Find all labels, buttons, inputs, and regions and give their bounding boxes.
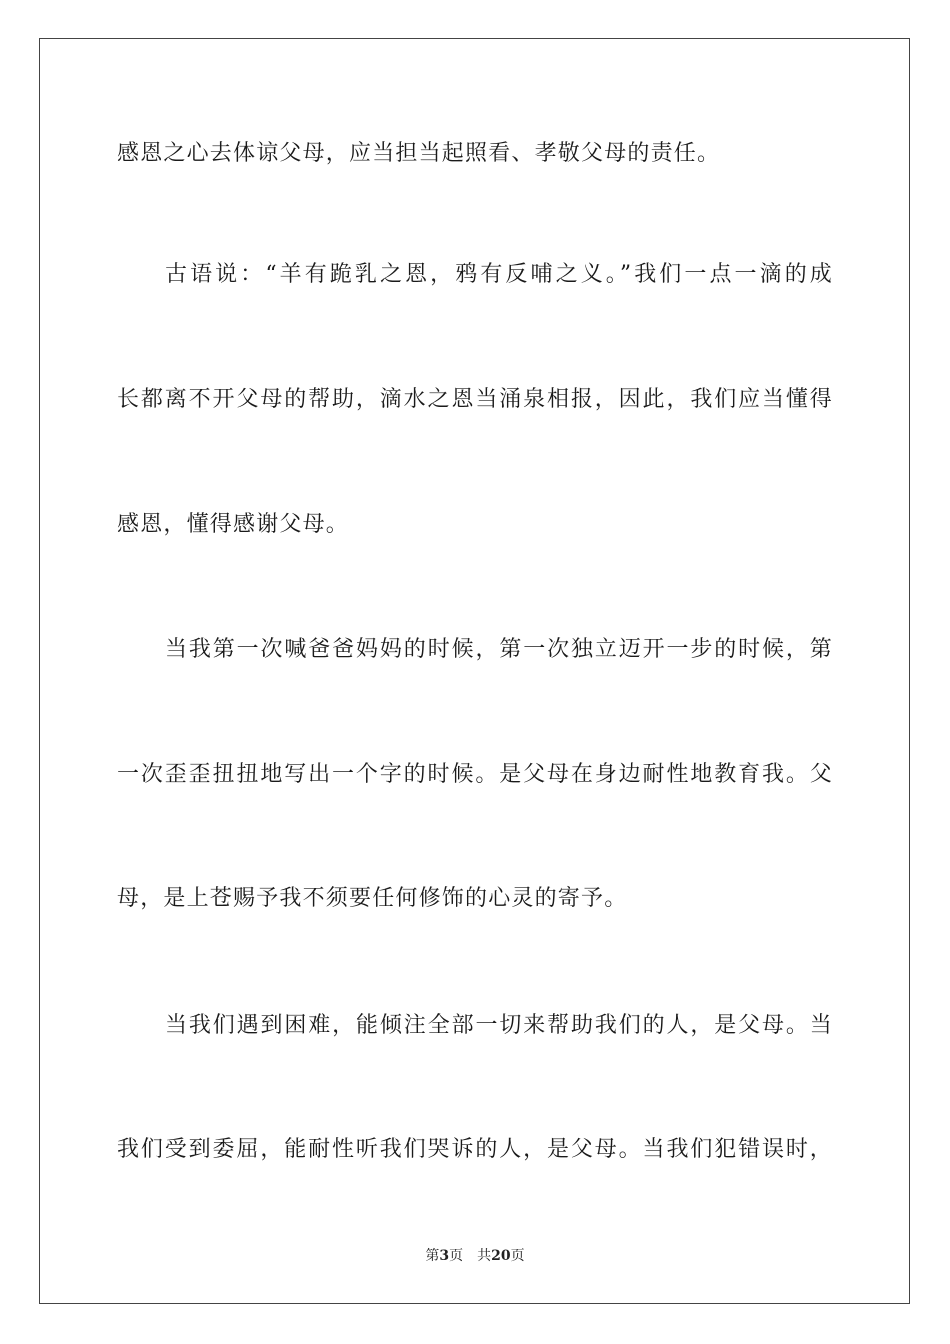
text-line: 我们受到委屈，能耐性听我们哭诉的人，是父母。当我们犯错误时， bbox=[117, 1137, 833, 1162]
total-prefix: 共 bbox=[477, 1248, 492, 1264]
text-line: 一次歪歪扭扭地写出一个字的时候。是父母在身边耐性地教育我。父 bbox=[117, 762, 833, 787]
page-suffix: 页 bbox=[449, 1248, 464, 1264]
total-pages: 20 bbox=[491, 1248, 511, 1264]
page-prefix: 第 bbox=[425, 1248, 440, 1264]
total-suffix: 页 bbox=[510, 1248, 525, 1264]
text-line: 长都离不开父母的帮助，滴水之恩当涌泉相报，因此，我们应当懂得 bbox=[117, 387, 833, 412]
text-line: 感恩，懂得感谢父母。 bbox=[117, 512, 350, 537]
page-border bbox=[39, 38, 910, 1304]
text-line: 古语说：“羊有跪乳之恩，鸦有反哺之义。”我们一点一滴的成 bbox=[165, 262, 833, 287]
page-number: 3 bbox=[439, 1248, 450, 1264]
page-footer bbox=[0, 1246, 950, 1266]
text-line: 感恩之心去体谅父母，应当担当起照看、孝敬父母的责任。 bbox=[117, 141, 721, 166]
text-line: 母，是上苍赐予我不须要任何修饰的心灵的寄予。 bbox=[117, 886, 628, 911]
text-line: 当我们遇到困难，能倾注全部一切来帮助我们的人，是父母。当 bbox=[165, 1013, 833, 1038]
text-line: 当我第一次喊爸爸妈妈的时候，第一次独立迈开一步的时候，第 bbox=[165, 637, 833, 662]
